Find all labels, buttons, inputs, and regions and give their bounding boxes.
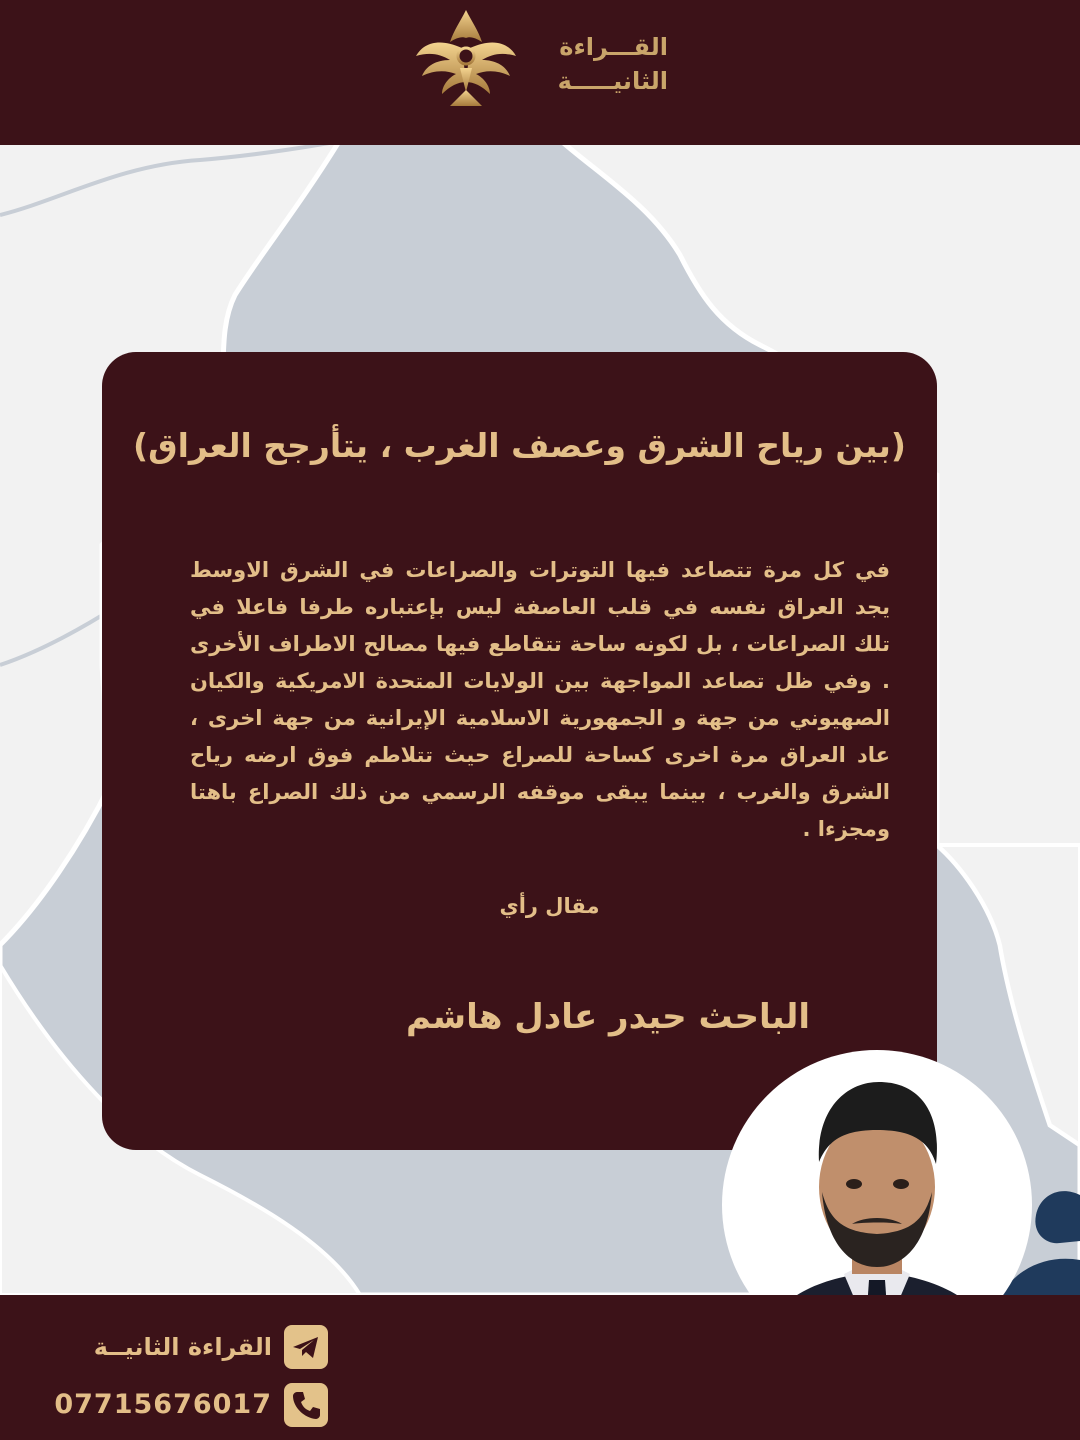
- brand-logo: [410, 8, 670, 118]
- article-card: [102, 352, 937, 1150]
- footer-bar: [0, 1295, 1080, 1440]
- brand-name-line1: القـــراءة: [559, 33, 668, 61]
- telegram-label: القراءة الثانيــة: [93, 1333, 272, 1361]
- phone-icon[interactable]: [284, 1383, 328, 1427]
- article-body: في كل مرة تتصاعد فيها التوترات والصراعات في الشرق الاوسط يجد العراق نفسه في قلب العاصفة ليس بإعتباره طرفا فاعلا في تلك الصراعات ، بل لكونه ساحة تتقاطع فيها مصالح الاطراف الأخرى . وفي ظل تصاعد المواجهة بين الولايات المتحدة الامريكية والكيان الصهيوني من جهة و الجمهورية الاسلامية الإيرانية من جهة اخرى ، عاد العراق مرة اخرى كساحة للصراع حيث تتلاطم فوق ارضه رياح الشرق والغرب ، بينما يبقى موقفه الرسمي من ذلك الصراع باهتا ومجزءا .: [190, 558, 890, 841]
- header-bar: [0, 0, 1080, 145]
- telegram-icon[interactable]: [284, 1325, 328, 1369]
- brand-name-line2: الثانيـــــة: [557, 67, 668, 95]
- brand-name: [538, 30, 668, 98]
- phone-contact[interactable]: [54, 1383, 340, 1427]
- author-name: الباحث حيدر عادل هاشم: [405, 997, 811, 1037]
- telegram-contact[interactable]: [80, 1325, 340, 1369]
- article-type-label: مقال رأي: [499, 894, 600, 918]
- phone-number: 07715676017: [54, 1389, 272, 1420]
- article-title: (بين رياح الشرق وعصف الغرب ، يتأرجح العراق): [133, 426, 906, 465]
- eagle-wings-emblem-icon: [410, 8, 522, 113]
